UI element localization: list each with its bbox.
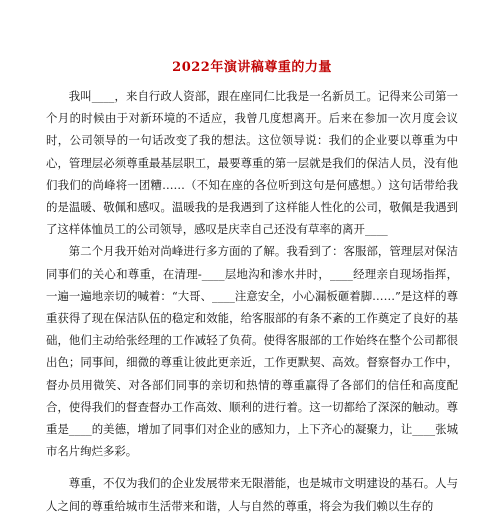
paragraph-respect: 尊重，不仅为我们的企业发展带来无限潜能，也是城市文明建设的基石。人与人之间的尊重给城市生活带来和谐，人与自然的尊重，将会为我们赖以生存的 — [46, 476, 458, 513]
document-title: 2022年演讲稿尊重的力量 — [172, 60, 332, 75]
paragraph-second-month: 第二个月我开始对尚峰进行多方面的了解。我看到了：客服部，管理层对保洁同事们的关心和尊重，在清理-____层地沟和渗水井时，____经理亲自现场指挥，一遍一遍地亲切的喊着：“大哥、____注意安全，小心漏板砸着脚……”是这样的尊重获得了现在保洁队伍的稳定和效能，给客服部的有条不紊的工作奠定了良好的基础，他们主动给张经理的工作减轻了负荷。使得客服部的工作始终在整个公司都很出色；同事间，细微的尊重让彼此更亲近，工作更默契、高效。督察督办工作中，督办员用微笑、对各部们同事的亲切和热情的尊重赢得了各部们的信任和高度配合，使得我们的督查督办工作高效、顺利的进行着。这一切都给了深深的触动。尊重是____的美德，增加了同事们对企业的感知力，上下齐心的凝聚力，让____张城市名片绚烂多彩。 — [46, 244, 458, 459]
paragraph-intro: 我叫____，来自行政人资部，跟在座同仁比我是一名新员工。记得来公司第一个月的时候由于对新环境的不适应，我曾几度想离开。后来在参加一次月度会议时，公司领导的一句话改变了我的想法。这位领导说：我们的企业要以尊重为中心，管理层必须尊重最基层职工，最要尊重的第一层就是我们的保洁人员，没有他们我们的尚峰将一团糟……（不知在座的各位听到这句是何感想。）这句话带给我的是温暖、敬佩和感叹。温暖我的是我遇到了这样能人性化的公司，敬佩是我遇到了这样体恤员工的公司领导，感叹是庆幸自己还没有草率的离开____ — [46, 89, 458, 237]
paragraph-gap — [46, 462, 458, 472]
